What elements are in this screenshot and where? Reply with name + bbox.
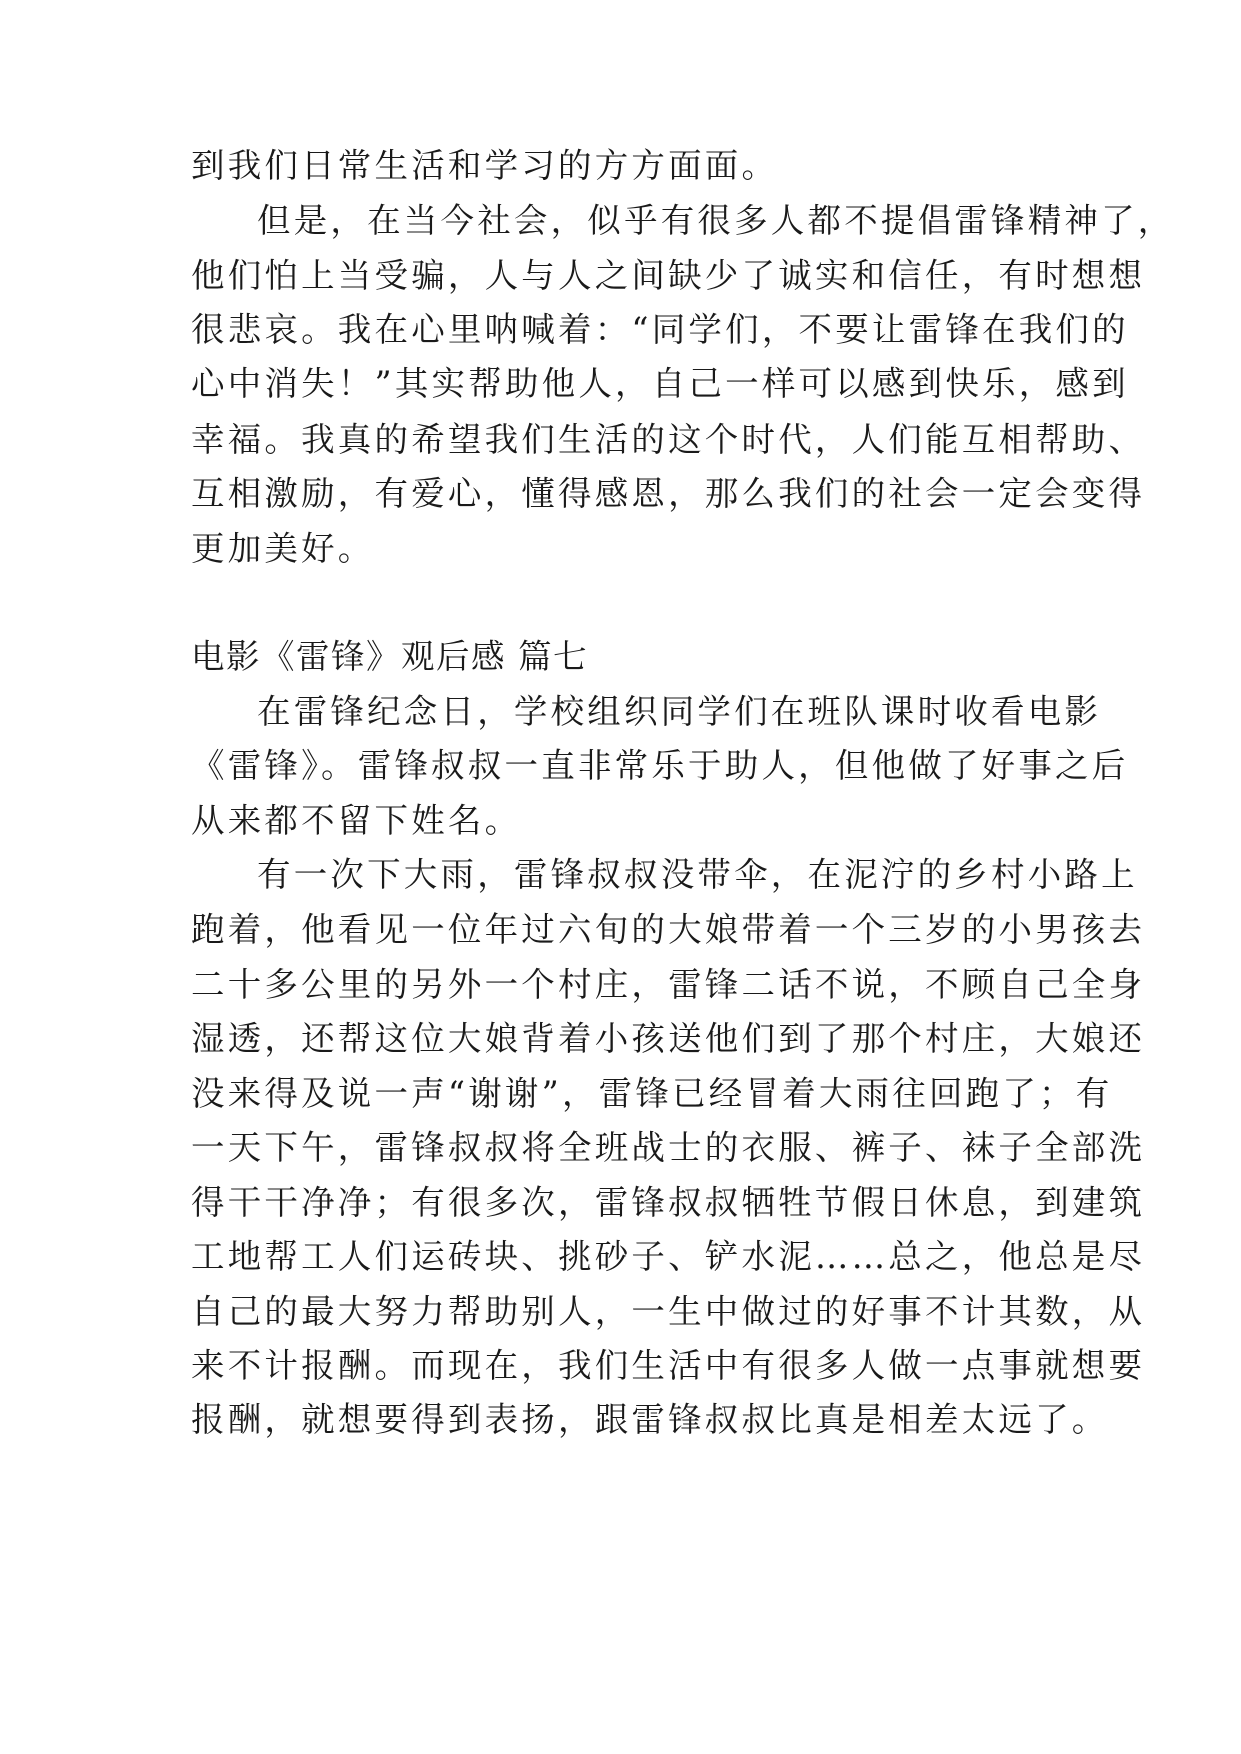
paragraph-line: 自己的最大努力帮助别人，一生中做过的好事不计其数，从 <box>191 1292 1146 1331</box>
paragraph-line: 来不计报酬。而现在，我们生活中有很多人做一点事就想要 <box>191 1346 1146 1385</box>
paragraph-line: 有一次下大雨，雷锋叔叔没带伞，在泥泞的乡村小路上 <box>257 855 1138 894</box>
paragraph-line: 湿透，还帮这位大娘背着小孩送他们到了那个村庄，大娘还 <box>191 1019 1146 1058</box>
paragraph-line: 更加美好。 <box>191 529 375 568</box>
paragraph-line: 工地帮工人们运砖块、挑砂子、铲水泥……总之，他总是尽 <box>191 1237 1146 1276</box>
paragraph-line: 从来都不留下姓名。 <box>191 801 522 840</box>
paragraph-line: 但是，在当今社会，似乎有很多人都不提倡雷锋精神了， <box>257 201 1175 240</box>
paragraph-line: 一天下午，雷锋叔叔将全班战士的衣服、裤子、袜子全部洗 <box>191 1128 1146 1167</box>
paragraph-line: 报酬，就想要得到表扬，跟雷锋叔叔比真是相差太远了。 <box>191 1400 1109 1439</box>
paragraph-line: 在雷锋纪念日，学校组织同学们在班队课时收看电影 <box>257 692 1102 731</box>
paragraph-line: 幸福。我真的希望我们生活的这个时代，人们能互相帮助、 <box>191 420 1146 459</box>
section-title: 电影《雷锋》观后感 篇七 <box>191 637 589 676</box>
paragraph-line: 跑着，他看见一位年过六旬的大娘带着一个三岁的小男孩去 <box>191 910 1146 949</box>
paragraph-line: 互相激励，有爱心，懂得感恩，那么我们的社会一定会变得 <box>191 474 1146 513</box>
paragraph-line: 二十多公里的另外一个村庄，雷锋二话不说，不顾自己全身 <box>191 965 1146 1004</box>
paragraph-line: 他们怕上当受骗，人与人之间缺少了诚实和信任，有时想想 <box>191 256 1146 295</box>
paragraph-line: 心中消失！”其实帮助他人，自己一样可以感到快乐，感到 <box>191 364 1129 403</box>
paragraph-line: 到我们日常生活和学习的方方面面。 <box>191 146 779 185</box>
paragraph-line: 得干干净净；有很多次，雷锋叔叔牺牲节假日休息，到建筑 <box>191 1183 1146 1222</box>
paragraph-line: 《雷锋》。雷锋叔叔一直非常乐于助人，但他做了好事之后 <box>191 746 1129 785</box>
paragraph-line: 很悲哀。我在心里呐喊着：“同学们，不要让雷锋在我们的 <box>191 310 1129 349</box>
paragraph-line: 没来得及说一声“谢谢”，雷锋已经冒着大雨往回跑了；有 <box>191 1074 1113 1113</box>
